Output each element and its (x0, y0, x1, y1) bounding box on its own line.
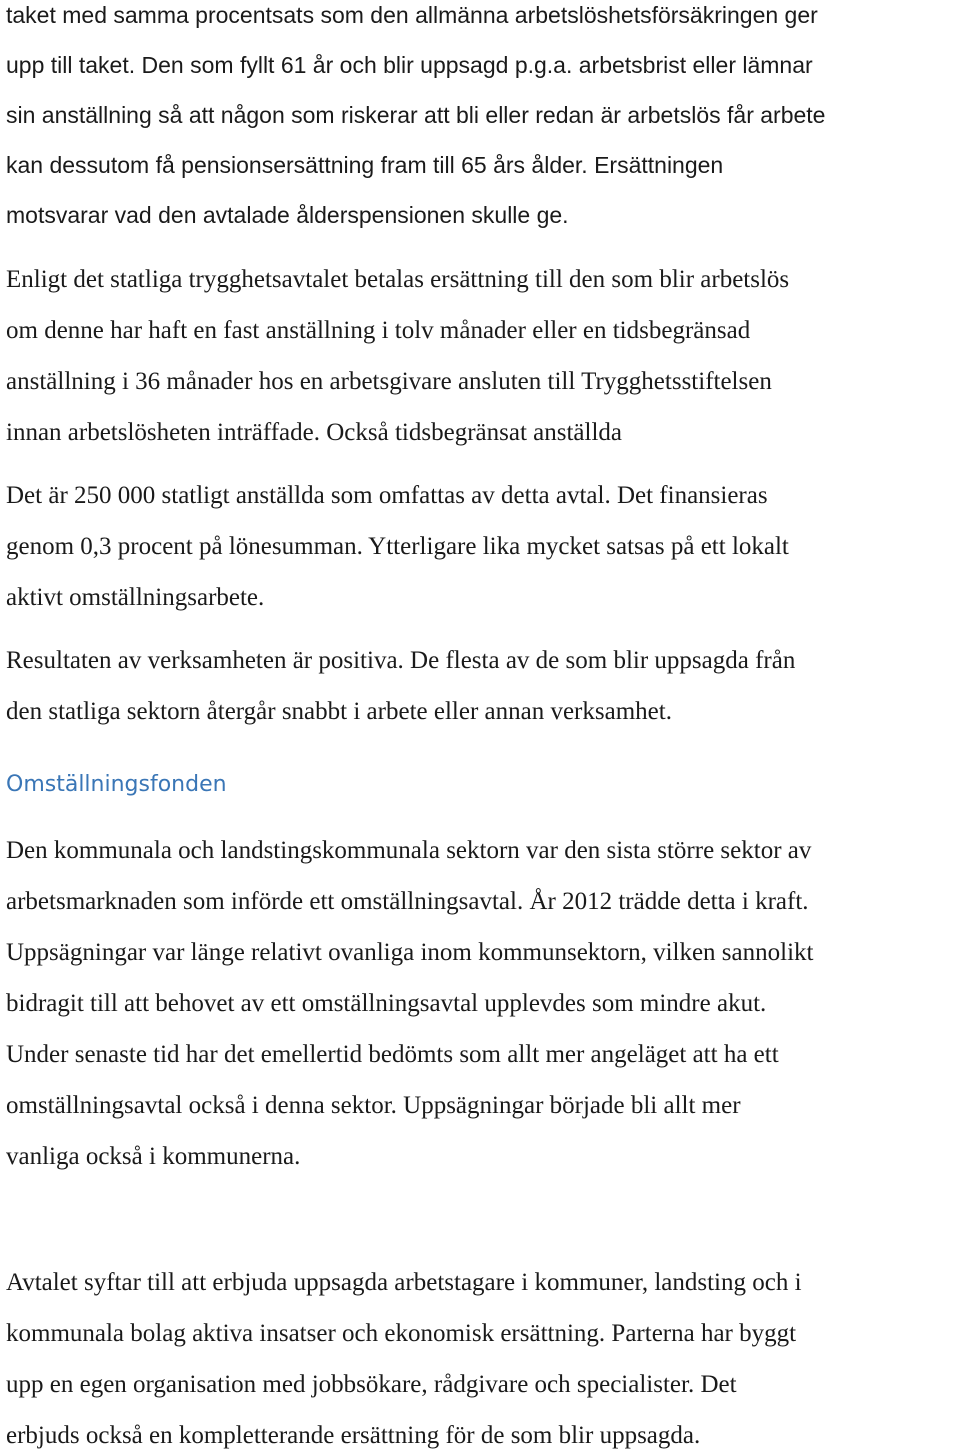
paragraph-4-line-1: Resultaten av verksamheten är positiva. De flesta av de som blir uppsagda från (6, 647, 796, 674)
paragraph-2-line-1: Enligt det statliga trygghetsavtalet betalas ersättning till den som blir arbetslös (6, 266, 790, 293)
paragraph-2-line-3: anställning i 36 månader hos en arbetsgivare ansluten till Trygghetsstiftelsen (6, 368, 772, 395)
paragraph-4-line-2: den statliga sektorn återgår snabbt i arbete eller annan verksamhet. (6, 698, 672, 725)
paragraph-5-line-7: vanliga också i kommunerna. (6, 1143, 301, 1170)
paragraph-5-line-3: Uppsägningar var länge relativt ovanliga inom kommunsektorn, vilken sannolikt (6, 939, 814, 966)
paragraph-6-line-1: Avtalet syftar till att erbjuda uppsagda arbetstagare i kommuner, landsting och i (6, 1269, 802, 1296)
paragraph-1-line-5: motsvarar vad den avtalade ålderspensionen skulle ge. (6, 202, 569, 228)
paragraph-1-line-4: kan dessutom få pensionsersättning fram till 65 års ålder. Ersättningen (6, 152, 724, 178)
paragraph-5-line-4: bidragit till att behovet av ett omställningsavtal upplevdes som mindre akut. (6, 990, 767, 1017)
paragraph-5-line-2: arbetsmarknaden som införde ett omställningsavtal. År 2012 trädde detta i kraft. (6, 888, 809, 915)
paragraph-2-line-2: om denne har haft en fast anställning i tolv månader eller en tidsbegränsad (6, 317, 751, 344)
paragraph-3-line-2: genom 0,3 procent på lönesumman. Ytterligare lika mycket satsas på ett lokalt (6, 533, 789, 560)
paragraph-1-line-2: upp till taket. Den som fyllt 61 år och blir uppsagd p.g.a. arbetsbrist eller lämnar (6, 52, 813, 78)
paragraph-2-line-4: innan arbetslösheten inträffade. Också tidsbegränsat anställda (6, 419, 622, 446)
paragraph-1-line-1: taket med samma procentsats som den allmänna arbetslöshetsförsäkringen ger (6, 2, 818, 28)
paragraph-6-line-3: upp en egen organisation med jobbsökare, rådgivare och specialister. Det (6, 1371, 737, 1398)
paragraph-5-line-6: omställningsavtal också i denna sektor. Uppsägningar började bli allt mer (6, 1092, 741, 1119)
paragraph-6-line-2: kommunala bolag aktiva insatser och ekonomisk ersättning. Parterna har byggt (6, 1320, 797, 1347)
paragraph-3-line-3: aktivt omställningsarbete. (6, 584, 265, 611)
paragraph-5-line-1: Den kommunala och landstingskommunala sektorn var den sista större sektor av (6, 837, 812, 864)
paragraph-3-line-1: Det är 250 000 statligt anställda som omfattas av detta avtal. Det finansieras (6, 482, 768, 509)
paragraph-1-line-3: sin anställning så att någon som riskerar att bli eller redan är arbetslös får arbete (6, 102, 826, 128)
paragraph-5-line-5: Under senaste tid har det emellertid bedömts som allt mer angeläget att ha ett (6, 1041, 779, 1068)
section-heading: Omställningsfonden (6, 772, 227, 797)
paragraph-6-line-4: erbjuds också en kompletterande ersättning för de som blir uppsagda. (6, 1422, 701, 1449)
